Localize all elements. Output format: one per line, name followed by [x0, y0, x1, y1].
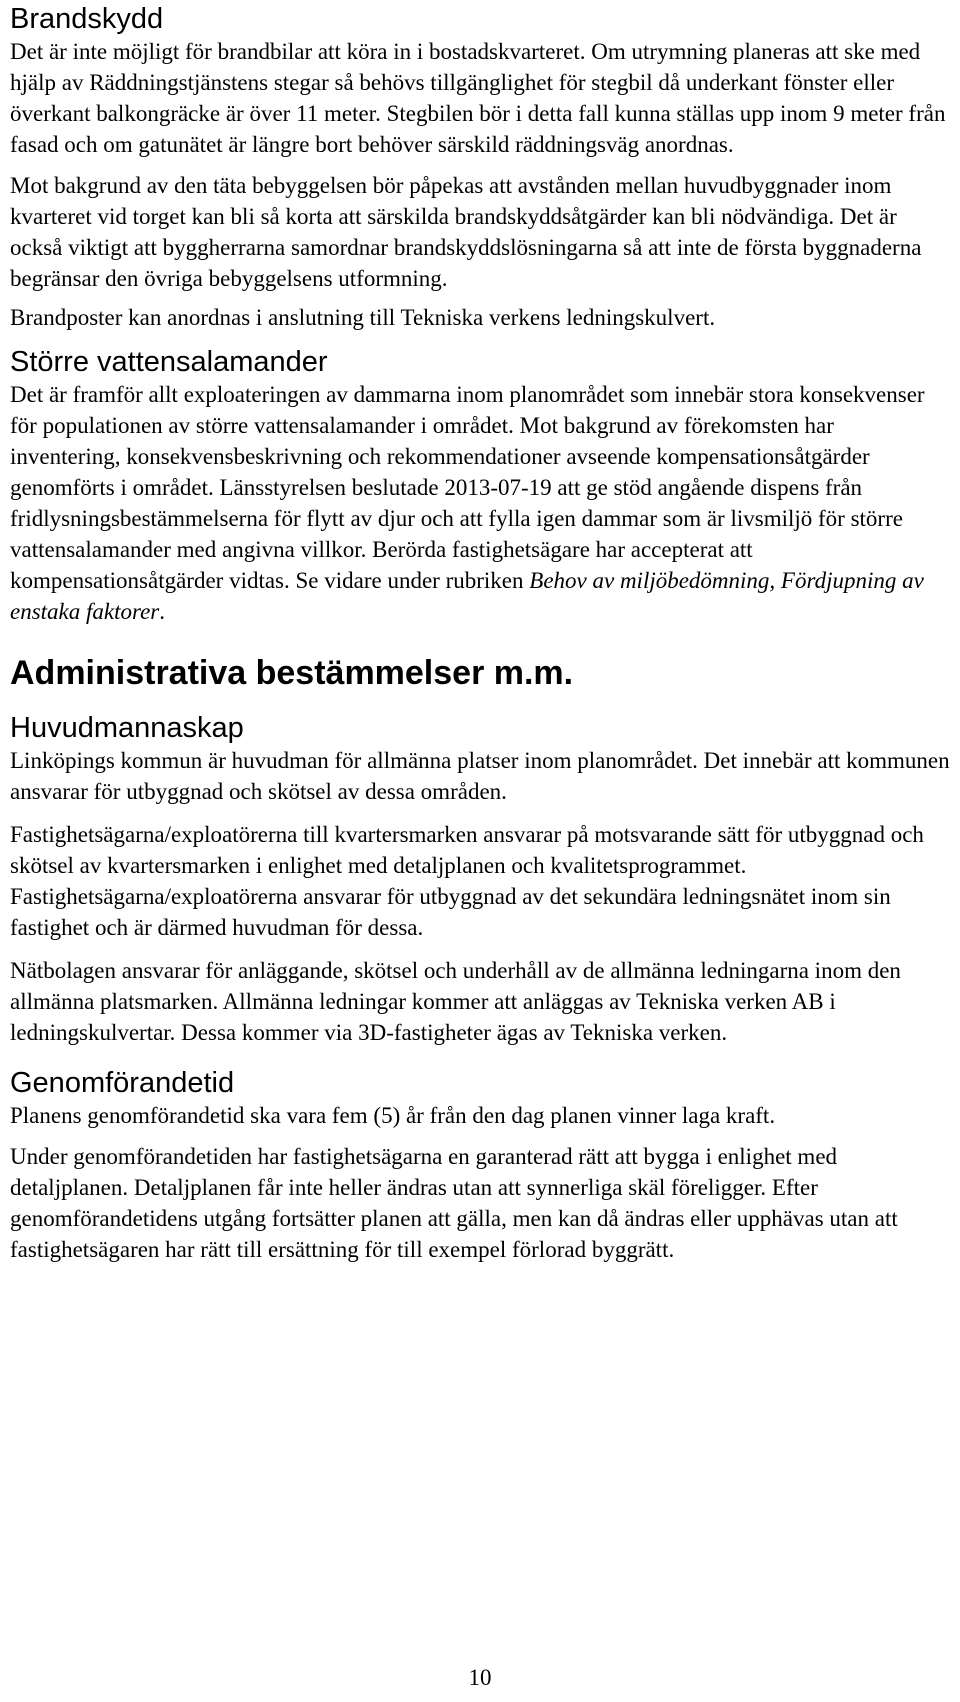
heading-administrativa-bestammelser: Administrativa bestämmelser m.m.: [10, 654, 574, 692]
heading-genomforandetid: Genomförandetid: [10, 1067, 235, 1099]
paragraph-brandskydd-1: Det är inte möjligt för brandbilar att köra in i bostadskvarteret. Om utrymning planeras att ske med hjälp av Räddningstjänstens stegar så behövs tillgänglighet för stegbil då underkant fönster eller överkant balkongräcke är över 11 meter. Stegbilen bör i detta fall kunna ställas upp inom 9 meter från fasad och om gatunätet är längre bort behöver särskild räddningsväg anordnas.: [10, 39, 946, 157]
paragraph-brandskydd-3: Brandposter kan anordnas i anslutning till Tekniska verkens ledningskulvert.: [10, 305, 716, 330]
paragraph-storre-vattensalamander: [10, 379, 950, 627]
salamander-reference-italic: Behov av miljöbedömning, Fördjupning av enstaka faktorer: [10, 568, 924, 624]
heading-brandskydd: Brandskydd: [10, 3, 164, 35]
paragraph-huvudmannaskap-3: Nätbolagen ansvarar för anläggande, skötsel och underhåll av de allmänna ledningarna inom den allmänna platsmarken. Allmänna ledningar kommer att anläggas av Tekniska verken AB i ledningskulvertar. Dessa kommer via 3D-fastigheter ägas av Tekniska verken.: [10, 958, 901, 1045]
paragraph-huvudmannaskap-1: Linköpings kommun är huvudman för allmänna platser inom planområdet. Det innebär att kommunen ansvarar för utbyggnad och skötsel av dessa områden.: [10, 748, 950, 804]
paragraph-brandskydd-2: Mot bakgrund av den täta bebyggelsen bör påpekas att avstånden mellan huvudbyggnader inom kvarteret vid torget kan bli så korta att särskilda brandskyddsåtgärder kan bli nödvändiga. Det är också viktigt att byggherrarna samordnar brandskyddslösningarna så att inte de första byggnaderna begränsar den övriga bebyggelsens utformning.: [10, 173, 922, 291]
heading-huvudmannaskap: Huvudmannaskap: [10, 712, 244, 744]
paragraph-huvudmannaskap-2: Fastighetsägarna/exploatörerna till kvartersmarken ansvarar på motsvarande sätt för utbyggnad och skötsel av kvartersmarken i enlighet med detaljplanen och kvalitetsprogrammet. Fastighetsägarna/exploatörerna ansvarar för utbyggnad av det sekundära ledningsnätet inom sin fastighet och är därmed huvudman för dessa.: [10, 822, 924, 940]
salamander-text-end: .: [159, 599, 166, 624]
page-number: 10: [468, 1665, 492, 1690]
document-page: [10, 0, 950, 1265]
heading-storre-vattensalamander: Större vattensalamander: [10, 346, 328, 378]
salamander-text: Det är framför allt exploateringen av dammarna inom planområdet som innebär stora konsekvenser för populationen av större vattensalamander i området. Mot bakgrund av förekomsten har inventering, konsekvensbeskrivning och rekommendationer avseende kompensationsåtgärder genomförts i området. Länsstyrelsen beslutade 2013-07-19 att ge stöd angående dispens från fridlysningsbestämmelserna för flytt av djur och att fylla igen dammar som är livsmiljö för större vattensalamander med angivna villkor. Berörda fastighetsägare har accepterat att kompensationsåtgärder vidtas. Se vidare under rubriken: [10, 382, 925, 593]
paragraph-genomforandetid-1: Planens genomförandetid ska vara fem (5) år från den dag planen vinner laga kraft.: [10, 1103, 776, 1128]
paragraph-genomforandetid-2: Under genomförandetiden har fastighetsägarna en garanterad rätt att bygga i enlighet med detaljplanen. Detaljplanen får inte heller ändras utan att synnerliga skäl föreligger. Efter genomförandetidens utgång fortsätter planen att gälla, men kan då ändras eller upphävas utan att fastighetsägaren har rätt till ersättning för till exempel förlorad byggrätt.: [10, 1144, 898, 1262]
